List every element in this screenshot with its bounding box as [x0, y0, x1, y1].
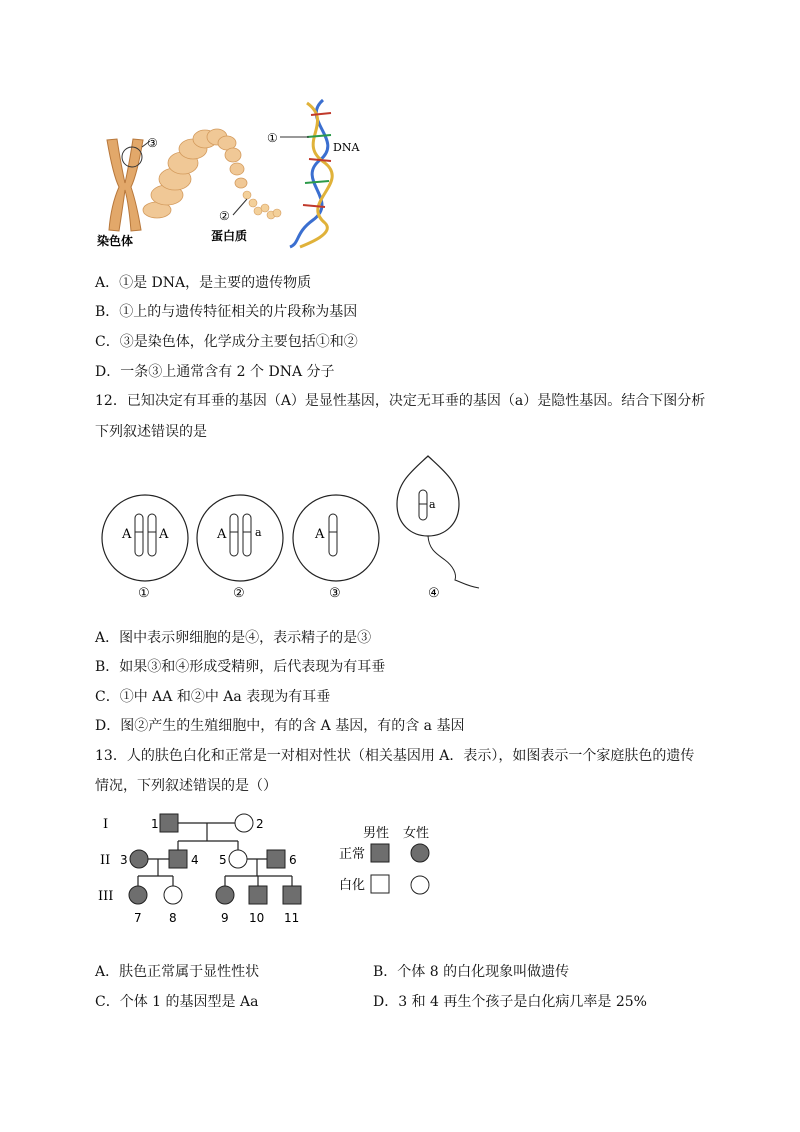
q12-option-c: C．①中 AA 和②中 Aa 表现为有耳垂	[95, 689, 331, 705]
protein-beads	[243, 191, 281, 219]
label-protein: 蛋白质	[211, 229, 248, 243]
q12-option-b: B．如果③和④形成受精卵，后代表现为有耳垂	[95, 659, 386, 675]
id-5: 5	[219, 853, 227, 867]
chromosome-dna-figure	[95, 95, 375, 250]
q12-option-d: D．图②产生的生殖细胞中，有的含 A 基因，有的含 a 基因	[95, 718, 465, 734]
coiled-fiber	[143, 129, 247, 218]
id-4: 4	[191, 853, 199, 867]
individual-4-male-normal	[169, 850, 187, 868]
id-8: 8	[169, 911, 177, 925]
cell-label-2: ②	[233, 586, 245, 601]
q11-option-a: A．①是 DNA，是主要的遗传物质	[95, 275, 312, 291]
legend-male-albino-icon	[371, 875, 389, 893]
legend-female-albino-icon	[411, 876, 429, 894]
generation-label-1: I	[103, 817, 109, 832]
cell-4-sperm	[397, 456, 479, 588]
pedigree-legend	[339, 825, 429, 894]
label-circle-1: ①	[267, 131, 278, 145]
id-2: 2	[256, 817, 264, 831]
individual-6-male-normal	[267, 850, 285, 868]
generation-label-3: III	[98, 889, 114, 904]
label-dna: DNA	[333, 141, 360, 154]
q12-stem-line1: 12．已知决定有耳垂的基因（A）是显性基因，决定无耳垂的基因（a）是隐性基因。结合下图分析	[95, 393, 706, 409]
cell-3	[293, 495, 379, 581]
gene-A-right: A	[159, 527, 169, 542]
individual-5-female-albino	[229, 850, 247, 868]
q13-option-c: C．个体 1 的基因型是 Aa	[95, 994, 259, 1010]
cell-label-4: ④	[428, 586, 440, 601]
label-chromosome: 染色体	[97, 234, 134, 248]
legend-female: 女性	[403, 826, 430, 841]
q11-option-b: B．①上的与遗传特征相关的片段称为基因	[95, 304, 358, 320]
legend-normal: 正常	[339, 847, 366, 862]
cell-label-3: ③	[329, 586, 341, 601]
q11-option-c: C．③是染色体，化学成分主要包括①和②	[95, 334, 358, 350]
individual-3-female-normal	[130, 850, 148, 868]
cell-2	[197, 495, 283, 581]
label-circle-3: ③	[147, 136, 158, 150]
individual-9-female-normal	[216, 886, 234, 904]
cell-label-1: ①	[138, 586, 150, 601]
legend-albino: 白化	[339, 878, 366, 893]
gene-a-cell2: a	[255, 526, 262, 539]
id-11: 11	[284, 911, 300, 925]
q13-stem-line2: 情况，下列叙述错误的是（）	[95, 778, 277, 794]
id-3: 3	[120, 853, 128, 867]
dna-helix	[290, 100, 332, 247]
q13-option-a: A．肤色正常属于显性性状	[95, 964, 260, 980]
q13-stem-line1: 13．人的肤色白化和正常是一对相对性状（相关基因用 A．表示），如图表示一个家庭肤色的遗传	[95, 748, 695, 764]
id-6: 6	[289, 853, 297, 867]
gene-A-cell3: A	[315, 527, 325, 542]
gene-A-cell2: A	[217, 527, 227, 542]
q13-option-d: D．3 和 4 再生个孩子是白化病几率是 25%	[373, 994, 647, 1010]
gene-A-left: A	[122, 527, 132, 542]
cell-1	[102, 495, 188, 581]
id-1: 1	[151, 817, 159, 831]
id-9: 9	[221, 911, 229, 925]
legend-male-normal-icon	[371, 844, 389, 862]
pedigree-chart	[95, 808, 455, 933]
individual-7-female-normal	[129, 886, 147, 904]
label-circle-2: ②	[219, 209, 230, 223]
generation-label-2: II	[100, 853, 111, 868]
cell-gene-figure	[95, 452, 485, 602]
legend-female-normal-icon	[411, 844, 429, 862]
q13-option-b: B．个体 8 的白化现象叫做遗传	[373, 964, 570, 980]
individual-2-female-albino	[235, 814, 253, 832]
gene-a-cell4: a	[429, 498, 436, 511]
q12-stem-line2: 下列叙述错误的是	[95, 424, 207, 440]
id-10: 10	[249, 911, 265, 925]
chromosome-shape	[107, 139, 143, 231]
q11-option-d: D．一条③上通常含有 2 个 DNA 分子	[95, 364, 335, 380]
q12-option-a: A．图中表示卵细胞的是④，表示精子的是③	[95, 630, 372, 646]
id-7: 7	[134, 911, 142, 925]
legend-male: 男性	[363, 826, 390, 841]
individual-1-male-normal	[160, 814, 178, 832]
individual-11-male-normal	[283, 886, 301, 904]
individual-10-male-normal	[249, 886, 267, 904]
individual-8-female-albino	[164, 886, 182, 904]
